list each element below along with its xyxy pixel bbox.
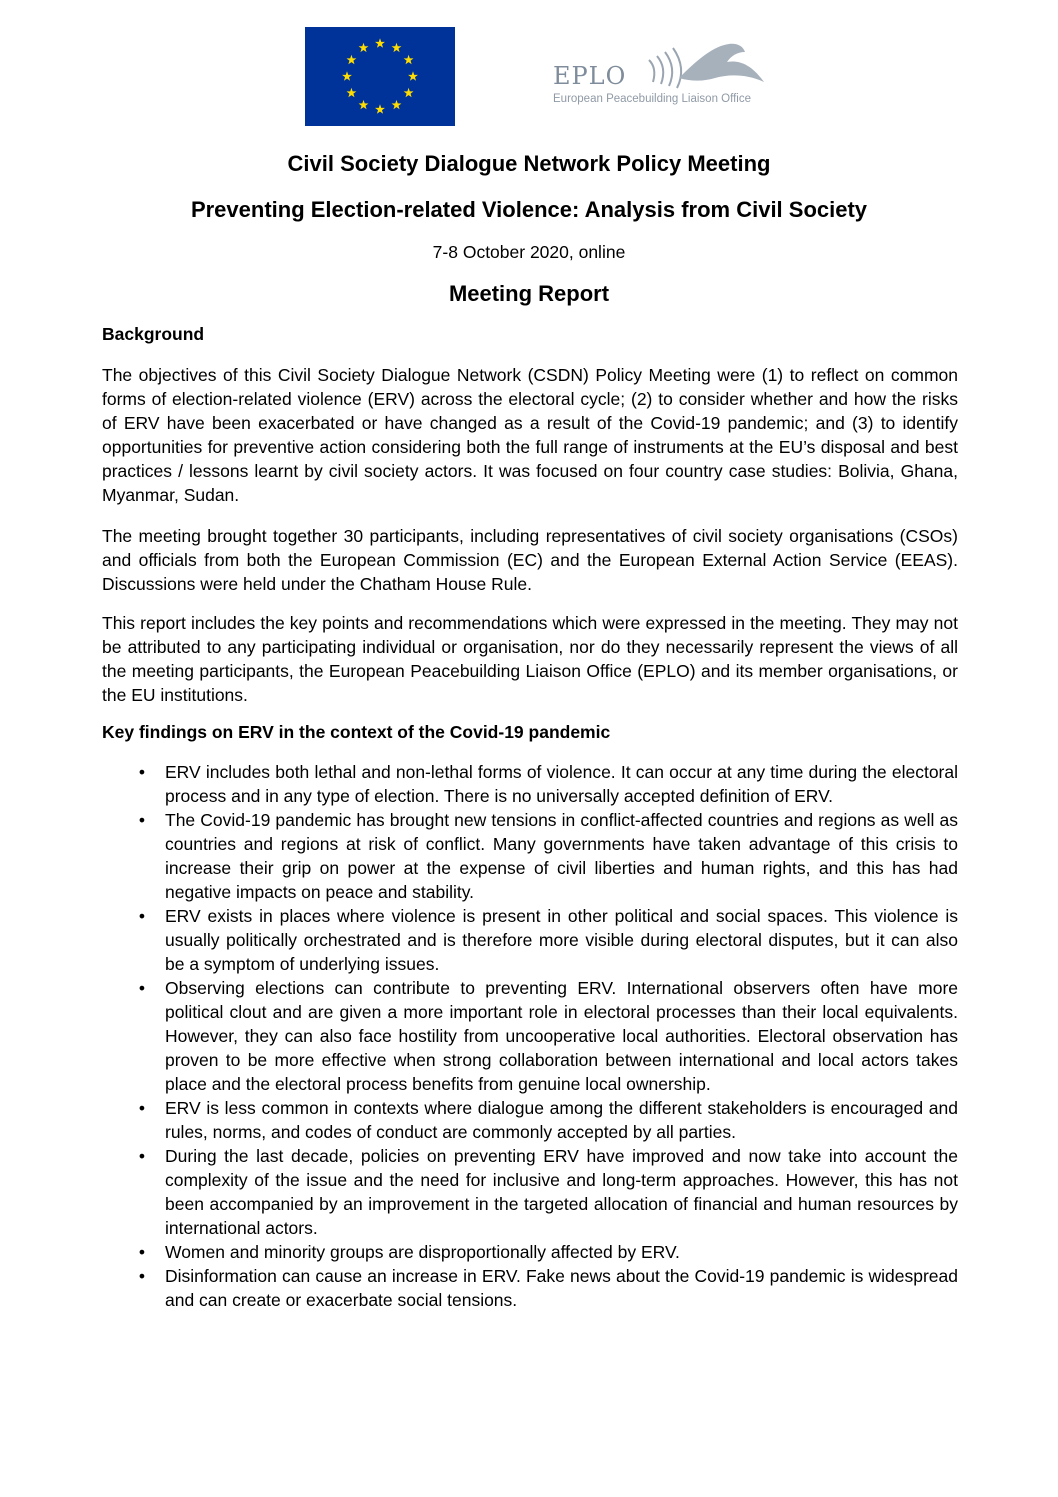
background-paragraph-2: The meeting brought together 30 participants, including representatives of civil society organisations (CSOs) and officials from both the European Commission (EC) and the European External Action Service (EEAS). Discussions were held under the Chatham House Rule.	[102, 526, 958, 594]
list-item	[102, 1096, 958, 1144]
eu-star-icon	[346, 55, 356, 64]
eu-star-icon	[342, 71, 352, 80]
list-item-text: The Covid-19 pandemic has brought new tensions in conflict-affected countries and regions as well as countries and regions at risk of conflict. Many governments have taken advantage of this crisis to increase their grip on power at the expense of civil liberties and human rights, and this has had negative impacts on peace and stability.	[165, 810, 958, 902]
list-item	[102, 760, 958, 808]
bullet-icon: •	[138, 1146, 146, 1166]
document-subtitle: Preventing Election-related Violence: Analysis from Civil Society	[190, 197, 868, 222]
document-title: Civil Society Dialogue Network Policy Meeting	[287, 151, 771, 176]
eu-star-icon	[359, 43, 369, 52]
background-paragraph-3: This report includes the key points and recommendations which were expressed in the meeting. They may not be attributed to any participating individual or organisation, nor do they necessarily represent the views of all the meeting participants, the European Peacebuilding Liaison Office (EPLO) and its member organisations, or the EU institutions.	[102, 613, 958, 705]
list-item-text: ERV exists in places where violence is present in other political and social spaces. This violence is usually politically orchestrated and is therefore more visible during electoral disputes, but it can also be a symptom of underlying issues.	[165, 906, 958, 974]
eu-star-icon	[404, 55, 414, 64]
list-item-text: ERV includes both lethal and non-lethal forms of violence. It can occur at any time during the electoral process and in any type of election. There is no universally accepted definition of ERV.	[165, 762, 958, 806]
bullet-icon: •	[138, 1266, 146, 1286]
findings-heading: Key findings on ERV in the context of the Covid-19 pandemic	[102, 722, 611, 742]
eu-star-icon	[359, 100, 369, 109]
list-item	[102, 976, 958, 1096]
background-heading: Background	[102, 324, 205, 344]
list-item-text: Disinformation can cause an increase in ERV. Fake news about the Covid-19 pandemic is widespread and can create or exacerbate social tensions.	[165, 1266, 958, 1310]
bullet-icon: •	[138, 762, 146, 782]
bullet-icon: •	[138, 906, 146, 926]
eplo-bird-icon	[619, 38, 769, 98]
eu-star-icon	[392, 43, 402, 52]
list-item-text: During the last decade, policies on preventing ERV have improved and now take into account the complexity of the issue and the need for inclusive and long-term approaches. However, this has not been accompanied by an improvement in the targeted allocation of financial and human resources by international actors.	[165, 1146, 958, 1238]
eu-star-icon	[404, 88, 414, 97]
eplo-logo	[549, 38, 764, 112]
list-item	[102, 1240, 958, 1264]
eplo-subtitle: European Peacebuilding Liaison Office	[553, 93, 751, 105]
eu-star-icon	[375, 104, 385, 113]
list-item	[102, 1144, 958, 1240]
bullet-icon: •	[138, 810, 146, 830]
meeting-date: 7-8 October 2020, online	[432, 242, 626, 262]
eu-flag-icon	[305, 27, 455, 126]
list-item-text: ERV is less common in contexts where dialogue among the different stakeholders is encouraged and rules, norms, and codes of conduct are commonly accepted by all parties.	[165, 1098, 958, 1142]
eu-star-icon	[408, 71, 418, 80]
background-paragraph-1: The objectives of this Civil Society Dialogue Network (CSDN) Policy Meeting were (1) to reflect on common forms of election-related violence (ERV) across the electoral cycle; (2) to consider whether and how the risks of ERV have been exacerbated or have changed as a result of the Covid-19 pandemic; and (3) to identify opportunities for preventive action considering both the full range of instruments at the EU’s disposal and best practices / lessons learnt by civil society actors. It was focused on four country case studies: Bolivia, Ghana, Myanmar, Sudan.	[102, 365, 958, 505]
bullet-icon: •	[138, 978, 146, 998]
bullet-icon: •	[138, 1098, 146, 1118]
list-item	[102, 808, 958, 904]
bullet-icon: •	[138, 1242, 146, 1262]
list-item	[102, 1264, 958, 1312]
report-title: Meeting Report	[448, 281, 610, 306]
eplo-wordmark: EPLO	[553, 62, 627, 90]
list-item-text: Women and minority groups are disproportionally affected by ERV.	[165, 1242, 680, 1262]
eu-star-icon	[375, 38, 385, 47]
list-item	[102, 904, 958, 976]
eu-star-icon	[346, 88, 356, 97]
list-item-text: Observing elections can contribute to preventing ERV. International observers often have more political clout and are given a more important role in electoral processes than their local equivalents. However, they can also face hostility from uncooperative local authorities. Electoral observation has proven to be more effective when strong collaboration between international and local actors takes place and the electoral process benefits from genuine local ownership.	[165, 978, 958, 1094]
findings-list	[102, 760, 958, 1312]
eu-star-icon	[392, 100, 402, 109]
